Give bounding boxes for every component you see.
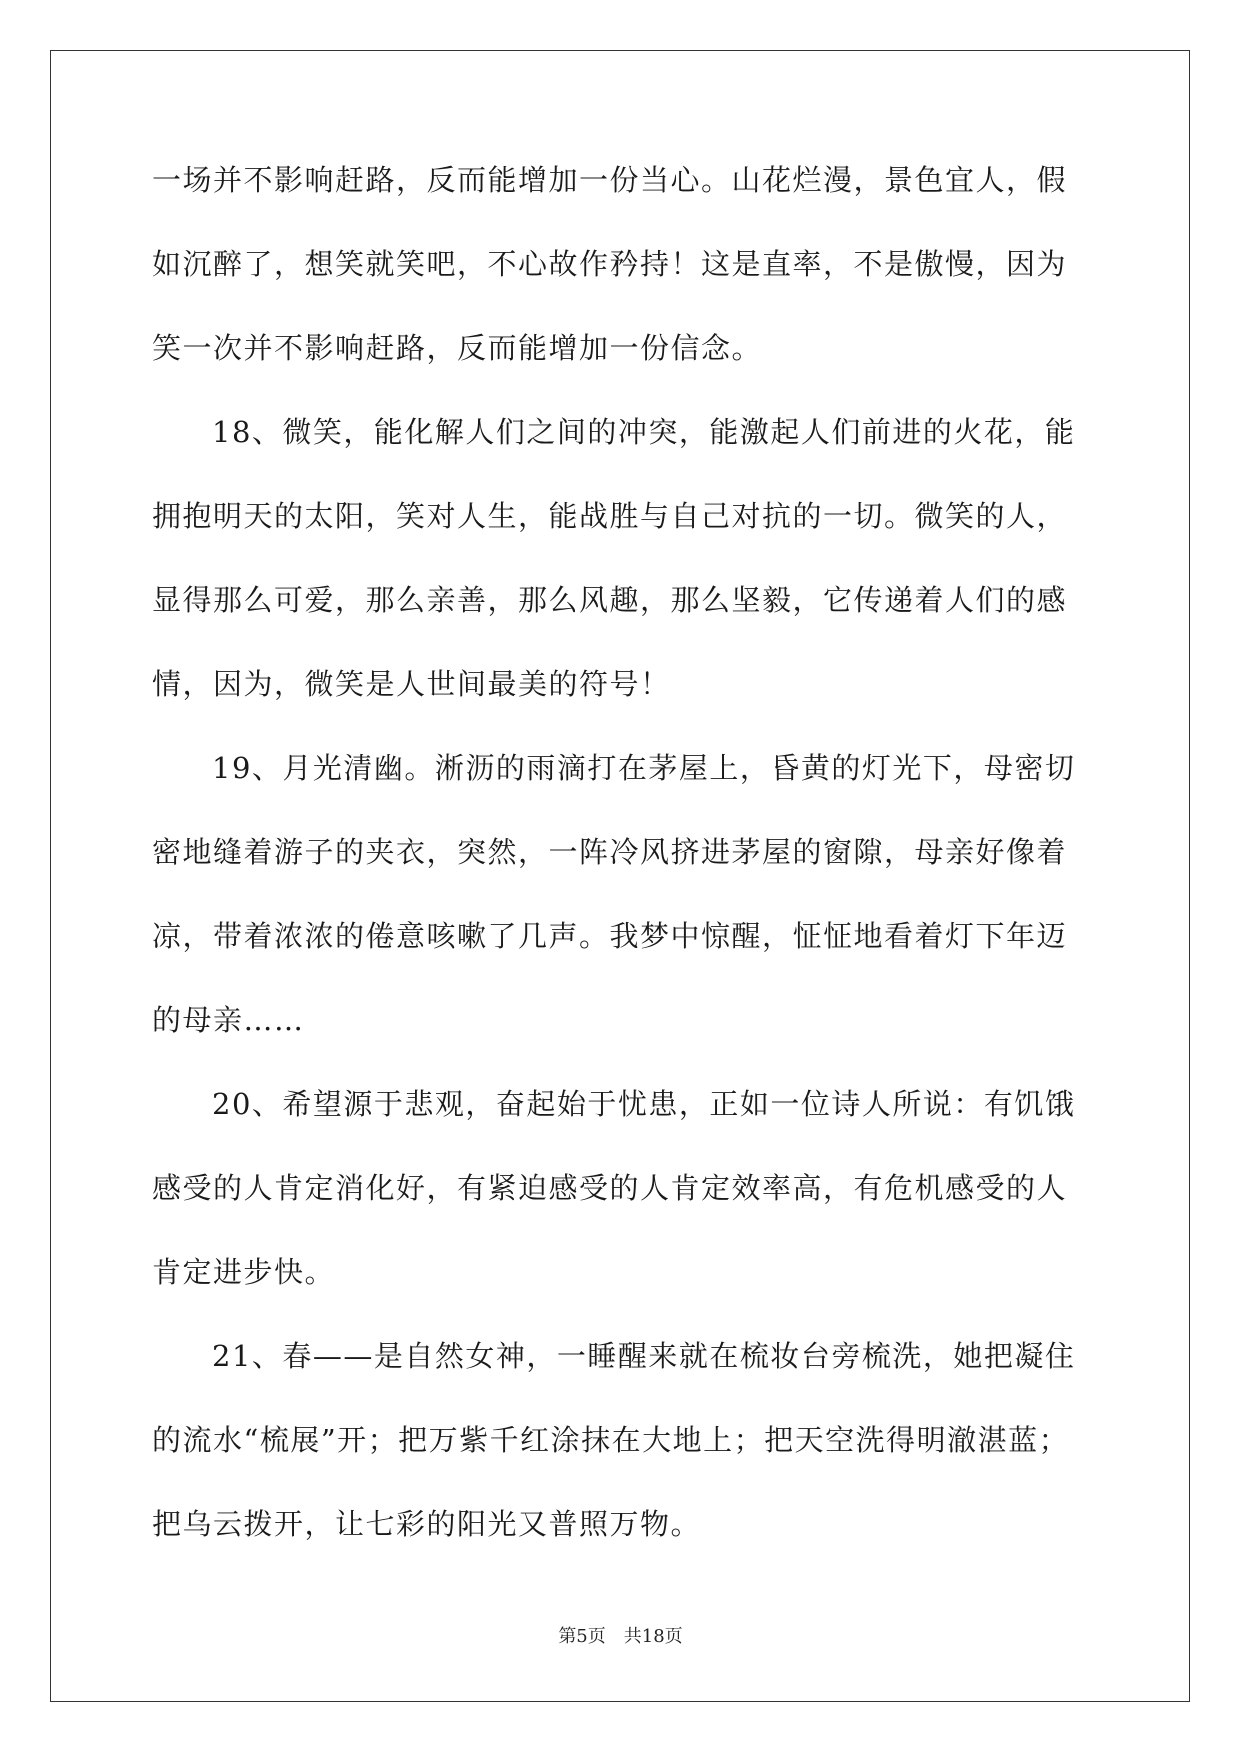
paragraph-21-start: 21、春——是自然女神，一睡醒来就在梳妆台旁梳洗，她把凝住 [212,1339,1076,1373]
paragraph-19-start: 19、月光清幽。淅沥的雨滴打在茅屋上，昏黄的灯光下，母密切 [212,751,1076,785]
text-line: 的母亲…… [152,1003,305,1037]
text-line: 一场并不影响赶路，反而能增加一份当心。山花烂漫，景色宜人，假 [152,163,1068,197]
document-body [152,162,1088,1590]
text-line: 感受的人肯定消化好，有紧迫感受的人肯定效率高，有危机感受的人 [152,1171,1068,1205]
page-number-footer: 第5页 共18页 [558,1626,683,1647]
paragraph-18-start: 18、微笑，能化解人们之间的冲突，能激起人们前进的火花，能 [212,415,1076,449]
text-line: 如沉醉了，想笑就笑吧，不心故作矜持！这是直率，不是傲慢，因为 [152,247,1068,281]
text-line: 情，因为，微笑是人世间最美的符号！ [152,667,671,701]
text-line: 凉，带着浓浓的倦意咳嗽了几声。我梦中惊醒，怔怔地看着灯下年迈 [152,919,1068,953]
text-line: 肯定进步快。 [152,1255,336,1289]
text-line: 的流水“梳展”开；把万紫千红涂抹在大地上；把天空洗得明澈湛蓝； [152,1423,1070,1457]
text-line: 显得那么可爱，那么亲善，那么风趣，那么坚毅，它传递着人们的感 [152,583,1068,617]
text-line: 把乌云拨开，让七彩的阳光又普照万物。 [152,1507,702,1541]
text-line: 密地缝着游子的夹衣，突然，一阵冷风挤进茅屋的窗隙，母亲好像着 [152,835,1068,869]
text-line: 拥抱明天的太阳，笑对人生，能战胜与自己对抗的一切。微笑的人， [152,499,1068,533]
paragraph-20-start: 20、希望源于悲观，奋起始于忧患，正如一位诗人所说：有饥饿 [212,1087,1076,1121]
text-line: 笑一次并不影响赶路，反而能增加一份信念。 [152,331,763,365]
